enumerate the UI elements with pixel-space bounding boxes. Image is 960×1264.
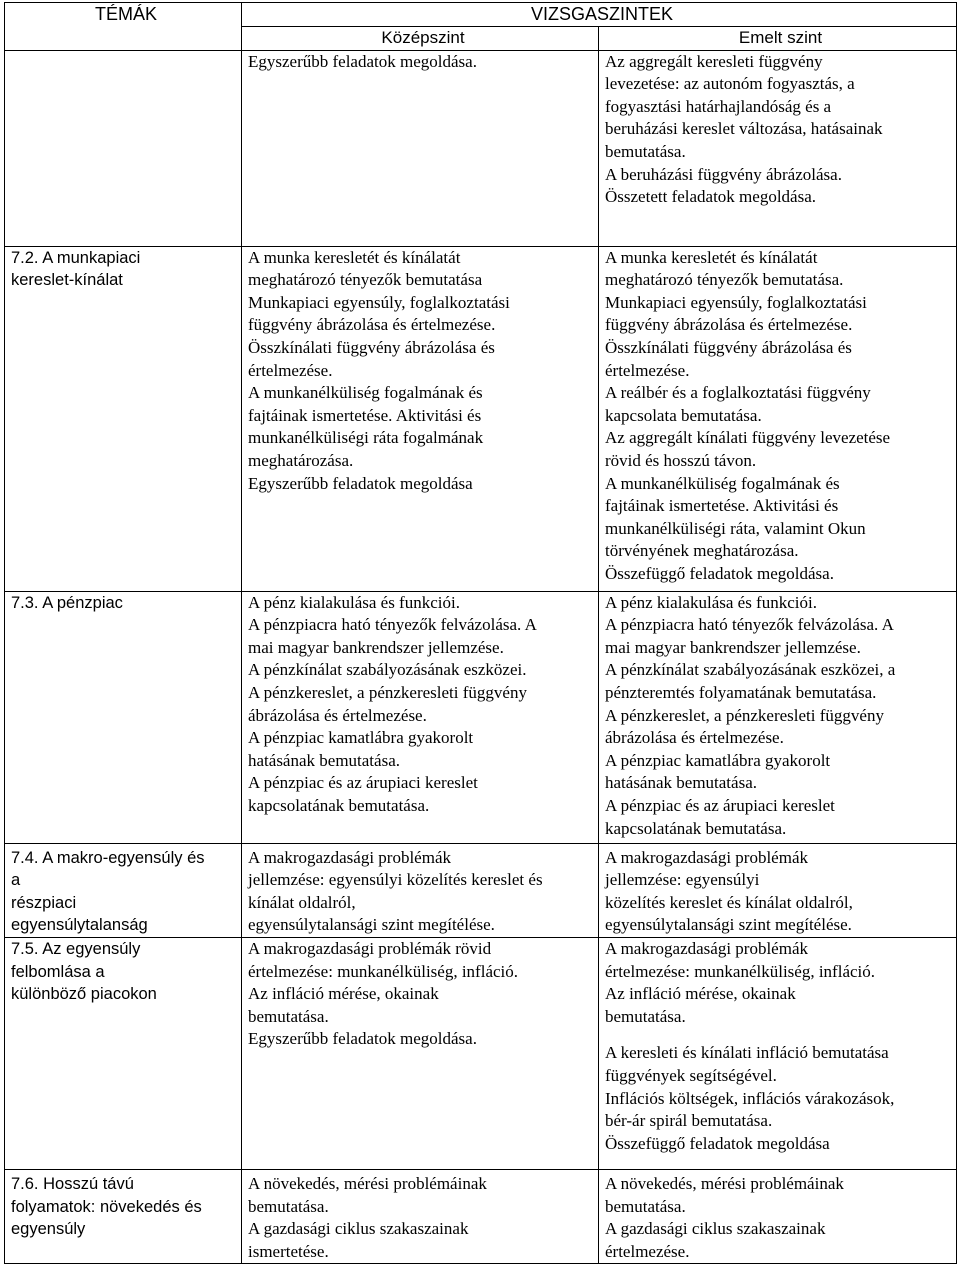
requirement-text-line: Egyszerűbb feladatok megoldása — [248, 473, 473, 493]
requirement-text-line: egyensúlytalansági szint megítélése. — [248, 915, 495, 935]
requirement-text-line: kapcsolata bemutatása. — [605, 405, 762, 425]
table-row — [5, 591, 957, 843]
requirement-text-line: hatásának bemutatása. — [248, 750, 400, 770]
requirement-text-line: A makrogazdasági problémák — [605, 938, 808, 958]
adv-level-cell — [599, 937, 957, 1169]
mid-level-cell — [242, 1169, 599, 1263]
requirement-text-line: A pénzpiac kamatlábra gyakorolt — [605, 750, 831, 770]
requirement-text-line: Összkínálati függvény ábrázolása és — [248, 337, 495, 357]
requirement-text-line: A pénzkínálat szabályozásának eszközei. — [248, 660, 527, 680]
requirement-text-line: A gazdasági ciklus szakaszainak — [248, 1219, 469, 1239]
requirement-text-line: levezetése: az autonóm fogyasztás, a — [605, 74, 855, 94]
table-row — [5, 937, 957, 1169]
adv-level-cell — [599, 843, 957, 937]
requirement-text-line: bemutatása. — [605, 1006, 686, 1026]
requirement-text-line: A munka keresletét és kínálatát — [605, 247, 818, 267]
topic-title-line: 7.6. Hosszú távú — [11, 1174, 134, 1193]
requirement-text-line: értelmezése. — [248, 360, 333, 380]
requirement-text-line: Az infláció mérése, okainak — [248, 984, 439, 1004]
topic-title-line: kereslet-kínálat — [11, 271, 123, 290]
requirement-text-line: jellemzése: egyensúlyi közelítés kereslet és — [248, 870, 543, 890]
table-row — [5, 1169, 957, 1263]
requirement-text-line: beruházási kereslet változása, hatásainak — [605, 119, 883, 139]
adv-level-cell — [599, 1169, 957, 1263]
topic-title-line: a — [11, 871, 21, 890]
table-row — [5, 50, 957, 246]
requirement-text-line: A pénzpiac és az árupiaci kereslet — [248, 773, 478, 793]
mid-level-cell — [242, 246, 599, 591]
mid-level-cell — [242, 591, 599, 843]
requirement-text-line: értelmezése. — [605, 360, 690, 380]
requirement-text-line: A pénzpiacra ható tényezők felvázolása. A — [248, 615, 537, 635]
requirement-text-line: A pénzpiacra ható tényezők felvázolása. A — [605, 615, 894, 635]
requirement-text-line: fajtáinak ismertetése. Aktivitási és — [605, 496, 839, 516]
requirement-text-line: Összefüggő feladatok megoldása — [605, 1133, 830, 1153]
requirement-text-line: A reálbér és a foglalkoztatási függvény — [605, 383, 871, 403]
topic-cell — [5, 246, 242, 591]
requirement-text-line: munkanélküliségi ráta fogalmának — [248, 428, 484, 448]
requirement-text-line: bemutatása. — [248, 1006, 329, 1026]
topic-cell — [5, 843, 242, 937]
requirements-table — [4, 2, 957, 1264]
requirement-text-line: A gazdasági ciklus szakaszainak — [605, 1219, 826, 1239]
requirement-text-line: mai magyar bankrendszer jellemzése. — [248, 637, 504, 657]
requirement-text-line: A keresleti és kínálati infláció bemutatása — [605, 1043, 889, 1063]
requirement-text-line: fajtáinak ismertetése. Aktivitási és — [248, 405, 482, 425]
requirement-text-line: bemutatása. — [605, 1196, 686, 1216]
header-mid-level: Középszint — [242, 27, 599, 51]
requirement-text-line: mai magyar bankrendszer jellemzése. — [605, 637, 861, 657]
requirement-text-line: meghatározó tényezők bemutatása — [248, 270, 483, 290]
requirement-text-line: meghatározása. — [248, 450, 354, 470]
requirement-text-line: meghatározó tényezők bemutatása. — [605, 270, 844, 290]
requirement-text-line: A pénzkínálat szabályozásának eszközei, a — [605, 660, 896, 680]
requirement-text-line: bér-ár spirál bemutatása. — [605, 1111, 773, 1131]
requirement-text-line: rövid és hosszú távon. — [605, 450, 757, 470]
adv-level-cell — [599, 591, 957, 843]
topic-cell — [5, 1169, 242, 1263]
requirement-text-line: Összefüggő feladatok megoldása. — [605, 563, 834, 583]
requirement-text-line: értelmezése: munkanélküliség, infláció. — [248, 961, 519, 981]
requirement-text-line: A pénzkereslet, a pénzkeresleti függvény — [605, 705, 884, 725]
requirement-text-line: egyensúlytalansági szint megítélése. — [605, 915, 852, 935]
requirement-text-line: A makrogazdasági problémák — [605, 847, 808, 867]
requirement-text-line: közelítés kereslet és kínálat oldalról, — [605, 892, 853, 912]
table-row — [5, 246, 957, 591]
requirement-text-line: Egyszerűbb feladatok megoldása. — [248, 1029, 477, 1049]
requirement-text-line: bemutatása. — [248, 1196, 329, 1216]
mid-level-cell — [242, 50, 599, 246]
requirement-text-line: munkanélküliségi ráta, valamint Okun — [605, 518, 866, 538]
topic-cell — [5, 937, 242, 1169]
requirement-text-line: A növekedés, mérési problémáinak — [248, 1173, 487, 1193]
topic-cell — [5, 50, 242, 246]
requirement-text-line: Munkapiaci egyensúly, foglalkoztatási — [248, 292, 510, 312]
requirement-text-line: A pénz kialakulása és funkciói. — [605, 592, 817, 612]
requirement-text-line: kínálat oldalról, — [248, 892, 356, 912]
requirement-text-line: ábrázolása és értelmezése. — [248, 705, 427, 725]
topic-title-line: egyensúlytalanság — [11, 916, 148, 935]
requirement-text-line: hatásának bemutatása. — [605, 773, 757, 793]
requirement-text-line: függvény ábrázolása és értelmezése. — [605, 315, 853, 335]
requirement-text-line: A pénz kialakulása és funkciói. — [248, 592, 460, 612]
topic-title-line: különböző piacokon — [11, 985, 157, 1004]
topic-title-line: 7.3. A pénzpiac — [11, 593, 123, 612]
topic-title-line: folyamatok: növekedés és — [11, 1197, 202, 1216]
requirement-text-line: Az infláció mérése, okainak — [605, 984, 796, 1004]
requirement-text-line: Inflációs költségek, inflációs várakozások, — [605, 1088, 895, 1108]
table-row — [5, 843, 957, 937]
requirement-text-line: ábrázolása és értelmezése. — [605, 728, 784, 748]
requirement-text-line: értelmezése. — [605, 1241, 690, 1261]
table-body — [5, 50, 957, 1264]
requirement-text-line: törvényének meghatározása. — [605, 541, 799, 561]
topic-title-line: 7.2. A munkapiaci — [11, 248, 141, 267]
requirement-text-line: A munka keresletét és kínálatát — [248, 247, 461, 267]
adv-level-cell — [599, 246, 957, 591]
header-adv-level: Emelt szint — [599, 27, 957, 51]
topic-title-line: 7.4. A makro-egyensúly és — [11, 848, 205, 867]
requirement-text-line: kapcsolatának bemutatása. — [248, 795, 430, 815]
mid-level-cell — [242, 937, 599, 1169]
blank-line — [605, 1028, 956, 1042]
requirement-text-line: kapcsolatának bemutatása. — [605, 818, 787, 838]
requirement-text-line: fogyasztási határhajlandóság és a — [605, 96, 832, 116]
requirement-text-line: függvény ábrázolása és értelmezése. — [248, 315, 496, 335]
requirement-text-line: A pénzpiac kamatlábra gyakorolt — [248, 728, 474, 748]
header-levels: VIZSGASZINTEK — [242, 3, 957, 27]
requirement-text-line: Munkapiaci egyensúly, foglalkoztatási — [605, 292, 867, 312]
requirement-text-line: A növekedés, mérési problémáinak — [605, 1173, 844, 1193]
topic-title-line: felbomlása a — [11, 962, 105, 981]
requirement-text-line: pénzteremtés folyamatának bemutatása. — [605, 682, 877, 702]
requirement-text-line: Az aggregált keresleti függvény — [605, 51, 823, 71]
requirement-text-line: függvények segítségével. — [605, 1065, 777, 1085]
requirement-text-line: Összkínálati függvény ábrázolása és — [605, 337, 852, 357]
topic-title-line: részpiaci — [11, 893, 77, 912]
requirement-text-line: Az aggregált kínálati függvény levezetése — [605, 428, 891, 448]
requirement-text-line: A beruházási függvény ábrázolása. — [605, 164, 842, 184]
topic-title-line: 7.5. Az egyensúly — [11, 939, 141, 958]
requirement-text-line: Összetett feladatok megoldása. — [605, 187, 817, 207]
requirement-text-line: értelmezése: munkanélküliség, infláció. — [605, 961, 876, 981]
mid-level-cell — [242, 843, 599, 937]
topic-cell — [5, 591, 242, 843]
adv-level-cell — [599, 50, 957, 246]
requirement-text-line: jellemzése: egyensúlyi — [605, 870, 760, 890]
requirement-text-line: A munkanélküliség fogalmának és — [605, 473, 840, 493]
requirement-text-line: A pénzkereslet, a pénzkeresleti függvény — [248, 682, 527, 702]
requirement-text-line: ismertetése. — [248, 1241, 329, 1261]
header-topics: TÉMÁK — [5, 3, 242, 51]
requirement-text-line: A makrogazdasági problémák — [248, 847, 451, 867]
topic-title-line: egyensúly — [11, 1220, 86, 1239]
requirement-text-line: A pénzpiac és az árupiaci kereslet — [605, 795, 835, 815]
requirement-text-line: A munkanélküliség fogalmának és — [248, 383, 483, 403]
requirement-text-line: A makrogazdasági problémák rövid — [248, 938, 492, 958]
requirement-text-line: Egyszerűbb feladatok megoldása. — [248, 51, 477, 71]
requirement-text-line: bemutatása. — [605, 141, 686, 161]
header-row-main — [5, 3, 957, 27]
